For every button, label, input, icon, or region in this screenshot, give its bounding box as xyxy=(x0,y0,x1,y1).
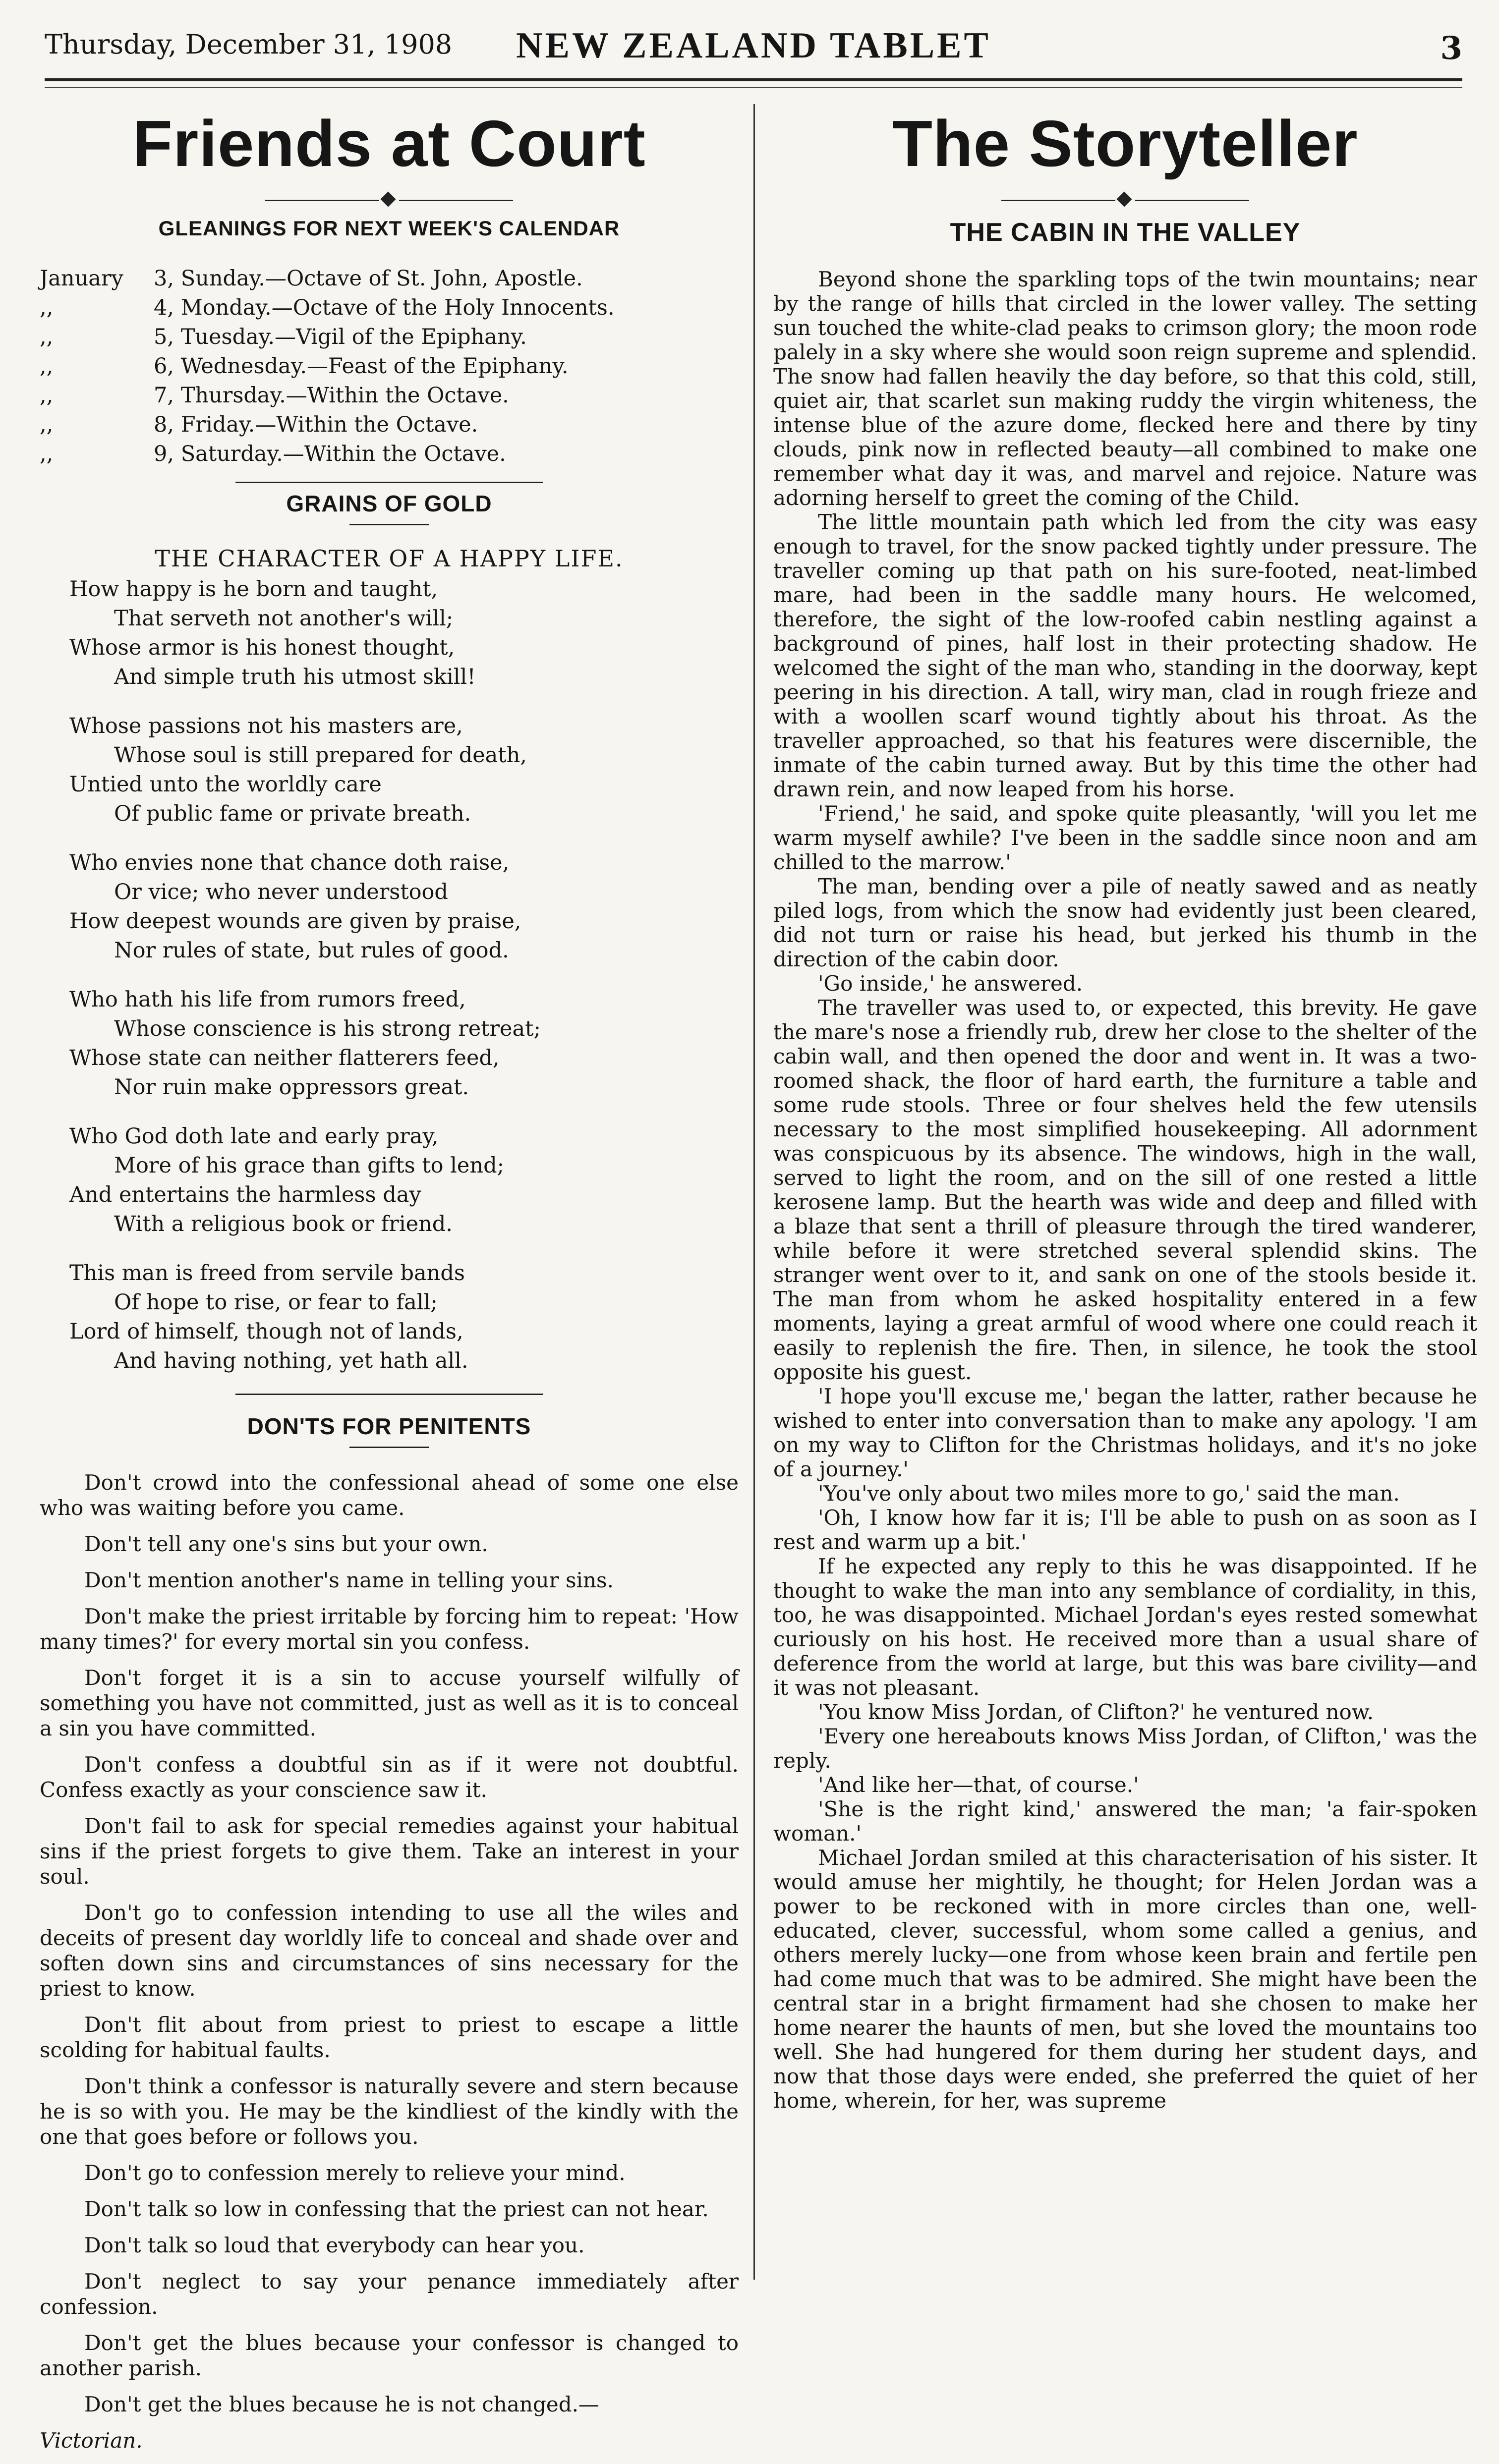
poem-line: Whose soul is still prepared for death, xyxy=(114,743,527,768)
poem-line: Whose state can neither flatterers feed, xyxy=(69,1046,500,1070)
story-paragraph: 'I hope you'll excuse me,' began the latter, rather because he wished to enter into conversation than to make any apology. 'I am on my way to Clifton for the Christmas holidays, and it's no joke of a journey.' xyxy=(773,1384,1477,1481)
dont-item: Don't fail to ask for special remedies against your habitual sins if the priest forgets to give them. Take an interest in your soul. xyxy=(40,1814,739,1889)
poem-stanza xyxy=(69,1122,739,1239)
author-signature: Victorian. xyxy=(40,2428,143,2453)
calendar-month: ,, xyxy=(40,325,54,349)
page-number: 3 xyxy=(1440,30,1462,67)
calendar-day: 9, xyxy=(154,442,174,466)
story-paragraph: 'You know Miss Jordan, of Clifton?' he ventured now. xyxy=(818,1700,1374,1724)
dont-item: Don't tell any one's sins but your own. xyxy=(84,1532,488,1556)
diamond-ornament-icon xyxy=(1116,191,1132,207)
calendar-entry xyxy=(40,381,739,410)
calendar-month: ,, xyxy=(40,295,54,320)
ornament-divider xyxy=(40,188,739,213)
short-rule xyxy=(349,524,429,525)
dont-item: Don't go to confession intending to use all the wiles and deceits of present day worldly life to conceal and shade over and soften down sins and circumstances of sins necessary for the priest to know. xyxy=(40,1901,739,2001)
dont-item: Don't go to confession merely to relieve your mind. xyxy=(84,2161,626,2185)
dont-item: Don't make the priest irritable by forcing him to repeat: 'How many times?' for every mortal sin you confess. xyxy=(40,1604,739,1654)
poem-line: Whose conscience is his strong retreat; xyxy=(114,1016,541,1041)
poem xyxy=(40,575,739,1376)
poem-line: More of his grace than gifts to lend; xyxy=(114,1153,505,1178)
poem-line: Who envies none that chance doth raise, xyxy=(69,850,510,875)
dont-item: Don't get the blues because he is not changed.— xyxy=(84,2392,599,2416)
section-rule xyxy=(235,482,543,483)
calendar-text: Thursday.—Within the Octave. xyxy=(180,383,509,408)
calendar-month: January xyxy=(40,266,123,291)
poem-stanza xyxy=(69,848,739,965)
story-paragraph: 'Friend,' he said, and spoke quite pleasantly, 'will you let me warm myself awhile? I've been in the saddle since noon and am chilled to the marrow.' xyxy=(773,801,1477,874)
poem-line: That serveth not another's will; xyxy=(114,606,454,631)
calendar-day: 6, xyxy=(154,354,174,379)
header-rule-thin xyxy=(45,87,1462,88)
calendar-list xyxy=(40,264,739,469)
grains-heading: GRAINS OF GOLD xyxy=(286,491,492,516)
poem-line: Or vice; who never understood xyxy=(114,880,448,904)
calendar-day: 5, xyxy=(154,325,174,349)
calendar-text: Friday.—Within the Octave. xyxy=(180,412,478,437)
story-paragraph: 'You've only about two miles more to go,' said the man. xyxy=(818,1481,1400,1506)
calendar-text: Saturday.—Within the Octave. xyxy=(180,442,506,466)
calendar-month: ,, xyxy=(40,354,54,379)
publication-name: NEW ZEALAND TABLET xyxy=(516,25,991,66)
calendar-entry xyxy=(40,352,739,381)
poem-line: Lord of himself, though not of lands, xyxy=(69,1319,463,1344)
column-divider xyxy=(753,104,755,2280)
dont-item: Don't get the blues because your confessor is changed to another parish. xyxy=(40,2331,739,2380)
left-column xyxy=(40,107,739,2464)
donts-heading: DON'TS FOR PENITENTS xyxy=(247,1413,531,1439)
calendar-text: Sunday.—Octave of St. John, Apostle. xyxy=(180,266,583,291)
calendar-entry xyxy=(40,323,739,352)
poem-title: THE CHARACTER OF A HAPPY LIFE. xyxy=(155,545,624,572)
dont-item: Don't crowd into the confessional ahead of some one else who was waiting before you came. xyxy=(40,1470,739,1520)
calendar-heading: GLEANINGS FOR NEXT WEEK'S CALENDAR xyxy=(158,217,620,240)
calendar-text: Tuesday.—Vigil of the Epiphany. xyxy=(180,325,527,349)
poem-line: And having nothing, yet hath all. xyxy=(114,1348,468,1373)
dont-item: Don't flit about from priest to priest to escape a little scolding for habitual faults. xyxy=(40,2013,739,2062)
poem-line: Of public fame or private breath. xyxy=(114,801,471,826)
poem-line: Who hath his life from rumors freed, xyxy=(69,987,466,1012)
dont-item: Don't neglect to say your penance immediately after confession. xyxy=(40,2269,739,2319)
poem-line: Nor rules of state, but rules of good. xyxy=(114,938,509,963)
header-rule xyxy=(45,78,1462,81)
calendar-text: Wednesday.—Feast of the Epiphany. xyxy=(180,354,569,379)
poem-line: Whose armor is his honest thought, xyxy=(69,635,455,660)
poem-line: And simple truth his utmost skill! xyxy=(114,665,476,689)
poem-line: How deepest wounds are given by praise, xyxy=(69,909,521,934)
story-paragraph: 'Every one hereabouts knows Miss Jordan, of Clifton,' was the reply. xyxy=(773,1724,1477,1773)
dont-item: Don't forget it is a sin to accuse yourself wilfully of something you have not committed, just as well as it is to conceal a sin you have committed. xyxy=(40,1666,739,1740)
dont-item: Don't confess a doubtful sin as if it were not doubtful. Confess exactly as your conscience saw it. xyxy=(40,1752,739,1802)
issue-date: Thursday, December 31, 1908 xyxy=(45,29,453,60)
right-column xyxy=(773,107,1477,2113)
storyteller-title: The Storyteller xyxy=(892,107,1358,180)
poem-line: Nor ruin make oppressors great. xyxy=(114,1075,469,1100)
calendar-month: ,, xyxy=(40,383,54,408)
dont-item: Don't mention another's name in telling your sins. xyxy=(84,1568,614,1592)
story-paragraph: The little mountain path which led from the city was easy enough to travel, for the snow packed tightly under pressure. The traveller coming up that path on his sure-footed, neat-limbed mare, had been in the saddle many hours. He welcomed, therefore, the sight of the low-roofed cabin nestling against a background of pines, half lost in their protecting shadow. He welcomed the sight of the man who, standing in the doorway, kept peering in his direction. A tall, wiry man, clad in rough frieze and with a woollen scarf wound tightly about his throat. As the traveller approached, so that his features were discernible, the inmate of the cabin turned away. But by this time the other had drawn rein, and now leaped from his horse. xyxy=(773,510,1477,801)
poem-line: With a religious book or friend. xyxy=(114,1212,453,1236)
calendar-day: 3, xyxy=(154,266,174,291)
calendar-entry xyxy=(40,264,739,293)
calendar-day: 8, xyxy=(154,412,174,437)
story-title: THE CABIN IN THE VALLEY xyxy=(950,218,1301,247)
poem-stanza xyxy=(69,575,739,692)
short-rule xyxy=(349,1447,429,1448)
friends-at-court-title: Friends at Court xyxy=(132,107,646,180)
story-paragraph: The traveller was used to, or expected, this brevity. He gave the mare's nose a friendly rub, drew her close to the shelter of the cabin wall, and then opened the door and went in. It was a two-roomed shack, the floor of hard earth, the furniture a table and some rude stools. Three or four shelves held the few utensils necessary to the most simplified housekeeping. All adornment was conspicuous by its absence. The windows, high in the wall, served to light the room, and on the sill of one rested a little kerosene lamp. But the hearth was wide and deep and filled with a blaze that sent a thrill of pleasure through the tired wanderer, while before it were stretched several splendid skins. The stranger went over to it, and sank on one of the stools beside it. The man from whom he asked hospitality entered in a few moments, laying a great armful of wood where one could reach it easily to replenish the fire. Then, in silence, he took the stool opposite his guest. xyxy=(773,996,1477,1384)
poem-line: Of hope to rise, or fear to fall; xyxy=(114,1290,438,1315)
ornament-divider xyxy=(773,188,1477,213)
poem-line: How happy is he born and taught, xyxy=(69,577,438,602)
story-paragraph: If he expected any reply to this he was disappointed. If he thought to wake the man into any semblance of cordiality, in this, too, he was disappointed. Michael Jordan's eyes rested somewhat curiously on his host. He received more than a usual share of deference from the world at large, but this was bare civility—and it was not pleasant. xyxy=(773,1554,1477,1700)
story-paragraph: The man, bending over a pile of neatly sawed and as neatly piled logs, from which the snow had evidently just been cleared, did not turn or raise his head, but jerked his thumb in the direction of the cabin door. xyxy=(773,874,1477,971)
poem-line: And entertains the harmless day xyxy=(69,1182,421,1207)
calendar-entry xyxy=(40,293,739,323)
calendar-entry xyxy=(40,410,739,440)
diamond-ornament-icon xyxy=(380,191,396,207)
calendar-text: Monday.—Octave of the Holy Innocents. xyxy=(180,295,615,320)
story-paragraph: Beyond shone the sparkling tops of the twin mountains; near by the range of hills that circled in the lower valley. The setting sun touched the white-clad peaks to crimson glory; the moon rode palely in a sky where she would soon reign supreme and splendid. The snow had fallen heavily the day before, so that this cold, still, quiet air, that scarlet sun making ruddy the virgin whiteness, the intense blue of the azure dome, flecked here and there by tiny clouds, pink now in reflected beauty—all combined to make one remember what day it was, and marvel and rejoice. Nature was adorning herself to greet the coming of the Child. xyxy=(773,267,1477,510)
calendar-day: 7, xyxy=(154,383,174,408)
dont-item: Don't talk so loud that everybody can hear you. xyxy=(84,2233,585,2257)
story-paragraph: 'Go inside,' he answered. xyxy=(818,971,1083,996)
poem-line: Untied unto the worldly care xyxy=(69,772,382,797)
story-paragraph: 'Oh, I know how far it is; I'll be able to push on as soon as I rest and warm up a bit.' xyxy=(773,1506,1477,1554)
story-paragraph: 'And like her—that, of course.' xyxy=(818,1773,1139,1797)
poem-stanza xyxy=(69,1259,739,1376)
poem-line: Whose passions not his masters are, xyxy=(69,714,463,738)
page-header xyxy=(45,15,1462,99)
dont-item: Don't talk so low in confessing that the priest can not hear. xyxy=(84,2197,709,2221)
poem-stanza xyxy=(69,712,739,829)
calendar-day: 4, xyxy=(154,295,174,320)
donts-list xyxy=(40,1470,739,2453)
poem-stanza xyxy=(69,985,739,1102)
story-paragraph: Michael Jordan smiled at this characterisation of his sister. It would amuse her mightily, he thought; for Helen Jordan was a power to be reckoned with in more circles than one, well-educated, clever, successful, whom some called a genius, and others merely lucky—one from whose keen brain and fertile pen had come much that was to be admired. She might have been the central star in a bright firmament had she chosen to make her home nearer the haunts of men, but she loved the mountains too well. She had hungered for them during her student days, and now that those days were ended, she preferred the quiet of her home, wherein, for her, was supreme xyxy=(773,1846,1477,2113)
calendar-month: ,, xyxy=(40,442,54,466)
calendar-entry xyxy=(40,440,739,469)
poem-line: Who God doth late and early pray, xyxy=(69,1124,439,1149)
story-body xyxy=(773,267,1477,2113)
story-paragraph: 'She is the right kind,' answered the man; 'a fair-spoken woman.' xyxy=(773,1797,1477,1846)
section-rule xyxy=(235,1394,543,1395)
calendar-month: ,, xyxy=(40,412,54,437)
dont-item: Don't think a confessor is naturally severe and stern because he is so with you. He may be the kindliest of the kindly with the one that goes before or follows you. xyxy=(40,2074,739,2149)
poem-line: This man is freed from servile bands xyxy=(69,1261,465,1286)
